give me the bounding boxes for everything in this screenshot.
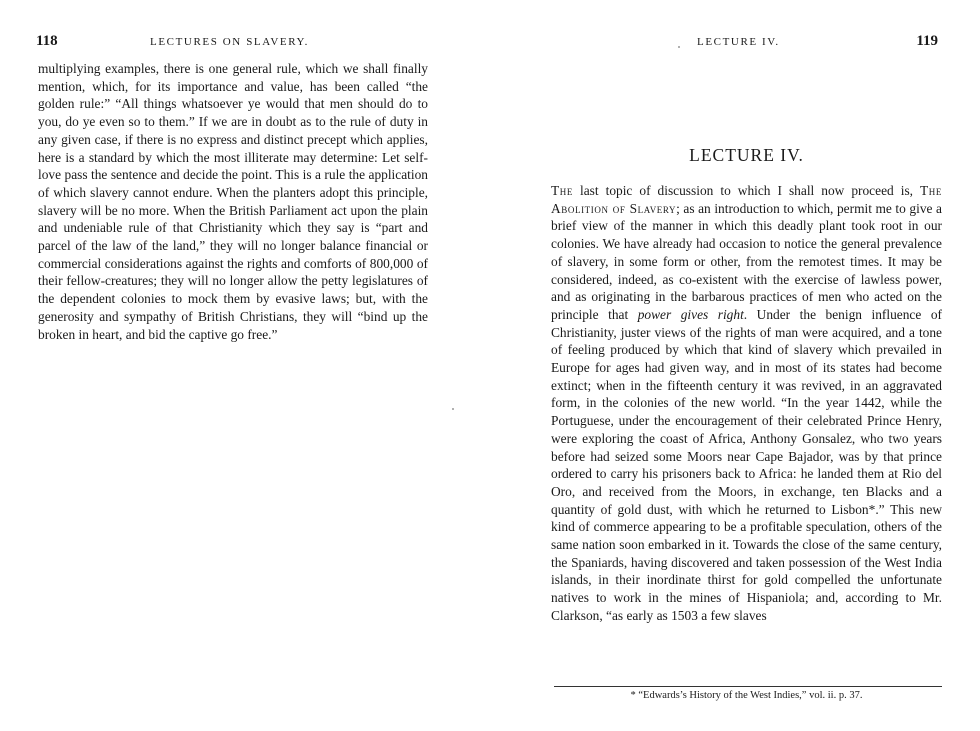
body-paragraph	[551, 182, 942, 625]
body-text-segment: ; as an introduction to which, permit me to give a brief view of the manner in which this deadly plant took root in our colonies. We have already had occasion to notice the general prevalence of slavery, in some form or other, from the remotest times. It may be considered, indeed, as co-existent with the exercise of lawless power, and as originating in the barbarous practices of men who acted on the principle that	[551, 200, 942, 322]
body-text-segment: . Under the benign influence of Christianity, juster views of the rights of man were acquired, and a tone of feeling produced by which that kind of slavery which prevailed in Europe for ages had given way, and in most of its states had become extinct; when in the fifteenth century it was revived, in an aggravated form, in the colonies of the new world. “In the year 1442, while the Portuguese, under the encouragement of their celebrated Prince Henry, were exploring the coast of Africa, Anthony Gonsalez, who two years before had seized some Moors near Cape Bajador, was by that prince ordered to carry his prisoners back to Africa: he landed them at Rio del Oro, and received from the Moors, in exchange, ten Blacks and a quantity of gold dust, with which he returned to Lisbon*.” This new kind of commerce appearing to be a profitable speculation, others of the same nation soon embarked in it. Towards the close of the same century, the Spaniards, having discovered and taken possession of the West India islands, in their inordinate thirst for gold compelled the unfortunate natives to work in the mines of Hispaniola; and, according to Mr. Clarkson, “as early as 1503 a few slaves	[551, 306, 942, 623]
body-text-segment: last topic of discussion to which I shall now proceed is,	[572, 183, 921, 198]
page-number: 119	[916, 33, 938, 49]
page-number: 118	[36, 33, 58, 49]
footnote-rule	[554, 686, 942, 687]
topic-heading-inline: The Abolition of Slavery	[551, 183, 942, 216]
running-head: LECTURES ON SLAVERY.	[150, 36, 310, 48]
paper-speck	[678, 46, 680, 48]
footnote: * “Edwards’s History of the West Indies,” vol. ii. p. 37.	[630, 690, 863, 701]
italic-phrase: power gives right	[637, 306, 744, 322]
paper-speck	[452, 408, 454, 410]
running-head: LECTURE IV.	[697, 36, 780, 48]
body-paragraph: multiplying examples, there is one general rule, which we shall finally mention, which, for its importance and value, has been called “the golden rule:” “All things whatsoever ye would that men should do to you, do ye even so to them.” If we are in doubt as to the rule of duty in any given case, if there is no express and distinct precept which applies, here is a standard by which the most illiterate may determine: Let self-love pass the sentence and decide the point. This is a rule the application of which slavery cannot endure. When the planters adopt this principle, slavery will be no more. When the British Parliament act upon the plain and undeniable rule of that Christianity which they say is “part and parcel of the law of the land,” they will no longer balance financial or commercial considerations against the rights and comforts of 800,000 of their fellow-creatures; they will no longer allow the petty legislatures of the dependent colonies to mock them by evasive laws; but, with the generosity and sympathy of British Christians, they will “bind up the broken in heart, and bid the captive go free.”	[38, 61, 428, 342]
lead-word: The	[551, 183, 573, 198]
chapter-title: LECTURE IV.	[689, 145, 804, 165]
